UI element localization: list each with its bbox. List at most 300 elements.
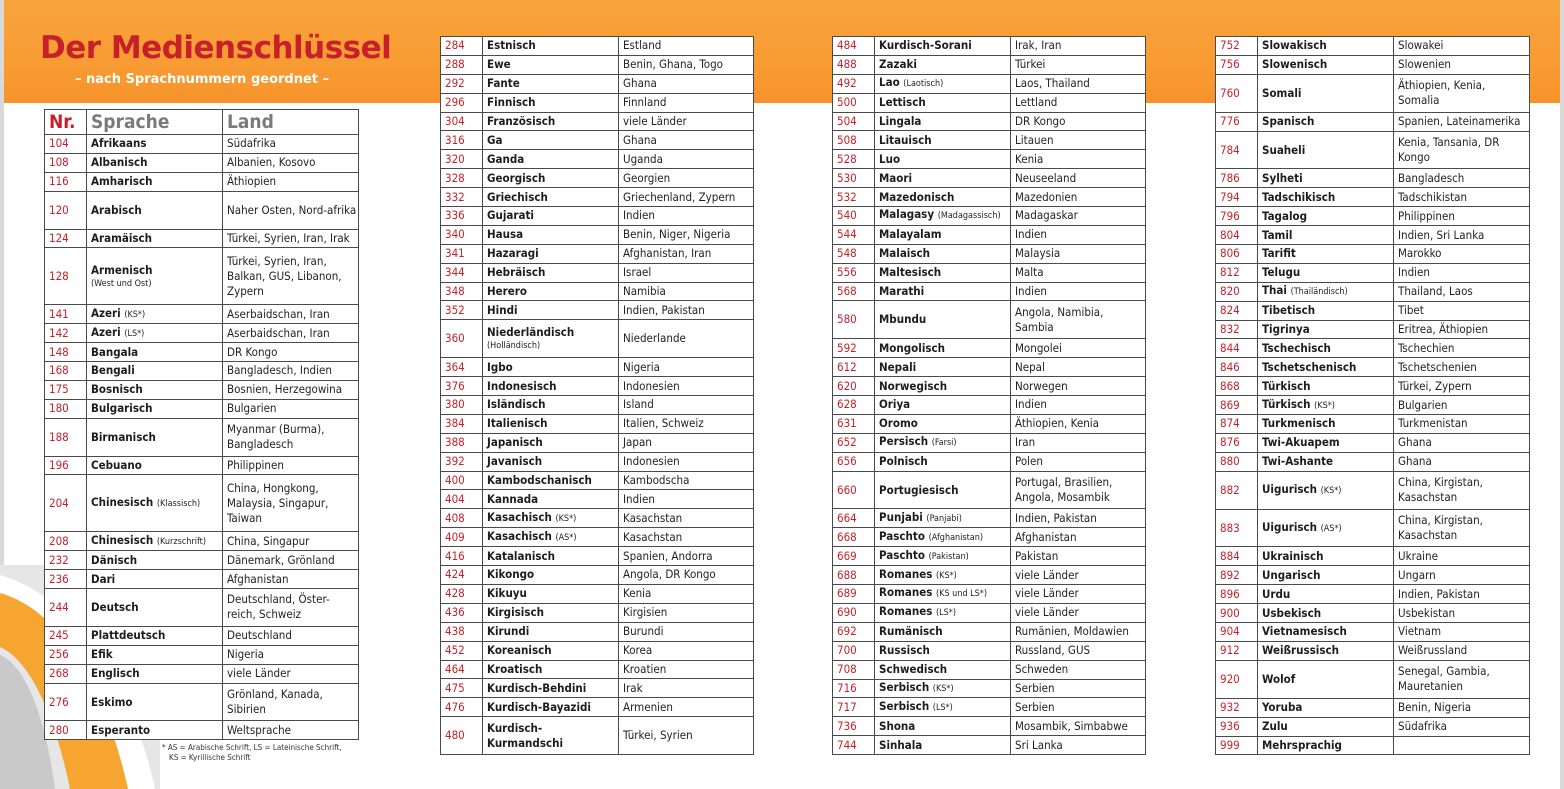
language-name-cell (483, 717, 619, 755)
table-row (833, 603, 1146, 622)
language-name-cell (87, 721, 223, 740)
language-name-cell (875, 547, 1011, 566)
language-number: 208 (45, 532, 87, 551)
country-cell: Albanien, Kosovo (223, 153, 359, 172)
table-row (441, 320, 754, 358)
country-cell: Aserbaidschan, Iran (223, 305, 359, 324)
language-name: Kurdisch-Behdini (487, 680, 587, 695)
table-row (441, 37, 754, 56)
language-name: Romanes (879, 585, 933, 600)
table-row (833, 736, 1146, 755)
country-cell: Ghana (619, 131, 754, 150)
language-name-cell (875, 358, 1011, 377)
country-cell: viele Länder (1011, 585, 1146, 604)
language-name-cell (483, 509, 619, 528)
language-number: 806 (1216, 245, 1258, 264)
country-cell: Turkmenistan (1394, 415, 1530, 434)
language-note: (Afghanistan) (928, 532, 984, 543)
country-cell: Slowenien (1394, 55, 1530, 74)
language-name-cell (875, 301, 1011, 339)
language-name: Cebuano (91, 458, 142, 473)
table-row (441, 112, 754, 131)
language-number: 708 (833, 660, 875, 679)
language-number: 436 (441, 603, 483, 622)
country-cell: Lettland (1011, 93, 1146, 112)
language-number: 500 (833, 93, 875, 112)
country-cell: Naher Osten, Nord-afrika (223, 191, 359, 229)
language-name: Französisch (487, 114, 556, 128)
country-cell: Indien, Sri Lanka (1394, 226, 1530, 245)
language-number: 409 (441, 528, 483, 547)
language-name: Koreanisch (487, 643, 552, 658)
country-cell: Ghana (1394, 433, 1530, 452)
language-name-cell (87, 589, 223, 627)
language-name: Plattdeutsch (91, 628, 166, 643)
language-table-4 (1215, 36, 1530, 755)
country-cell: Äthiopien, Kenia (1011, 414, 1146, 433)
language-number: 620 (833, 377, 875, 396)
country-cell: Japan (619, 433, 754, 452)
language-name: Vietnamesisch (1262, 624, 1347, 639)
language-name-cell (483, 471, 619, 490)
table-row (833, 225, 1146, 244)
country-cell: Afghanistan, Iran (619, 244, 754, 263)
language-number: 804 (1216, 226, 1258, 245)
language-name: Maori (879, 170, 913, 185)
language-number: 128 (45, 248, 87, 305)
language-number: 344 (441, 263, 483, 282)
language-name: Albanisch (91, 155, 148, 170)
language-name: Deutsch (91, 599, 139, 614)
language-number: 148 (45, 343, 87, 362)
table-row (441, 547, 754, 566)
table-row (45, 229, 359, 248)
language-number: 268 (45, 664, 87, 683)
language-name-cell (483, 244, 619, 263)
country-cell: Benin, Ghana, Togo (619, 55, 754, 74)
language-name: Paschto (879, 528, 925, 543)
language-note: (KS*) (124, 309, 146, 320)
language-name: Mehrsprachig (1262, 737, 1342, 752)
language-name: Malaisch (879, 246, 931, 261)
language-name: Suaheli (1262, 142, 1306, 157)
country-cell: Indien, Pakistan (1394, 585, 1530, 604)
table-row (1216, 131, 1530, 169)
table-row (45, 626, 359, 645)
language-name: Kroatisch (487, 661, 543, 676)
country-cell: Ghana (1394, 452, 1530, 471)
language-name-cell (483, 566, 619, 585)
language-number: 464 (441, 660, 483, 679)
country-cell: Serbien (1011, 698, 1146, 717)
language-name-cell (483, 433, 619, 452)
language-name-cell (875, 679, 1011, 698)
language-name: Uigurisch (1262, 519, 1318, 534)
table-row (1216, 698, 1530, 717)
country-cell: Pakistan (1011, 547, 1146, 566)
language-name-cell (1258, 74, 1394, 112)
table-row (441, 509, 754, 528)
language-number: 664 (833, 509, 875, 528)
language-name: Kasachisch (487, 528, 552, 543)
table-row (833, 169, 1146, 188)
language-number: 744 (833, 736, 875, 755)
language-name: Esperanto (91, 722, 151, 737)
language-number: 245 (45, 626, 87, 645)
language-name-cell (87, 532, 223, 551)
language-name-cell (483, 377, 619, 396)
language-note: (LS*) (124, 328, 145, 339)
country-cell: Indien (1011, 225, 1146, 244)
country-cell: Myanmar (Burma), Bangladesch (223, 418, 359, 456)
language-name: Armenisch (91, 262, 153, 277)
table-row (1216, 415, 1530, 434)
language-name: Norwegisch (879, 378, 948, 393)
language-name-cell (87, 248, 223, 305)
table-row (441, 93, 754, 112)
page-edge-right (1560, 0, 1564, 789)
language-number: 332 (441, 188, 483, 207)
language-name-cell (1258, 698, 1394, 717)
country-cell: DR Kongo (1011, 112, 1146, 131)
table-row (441, 188, 754, 207)
table-row (441, 471, 754, 490)
country-cell: Estland (619, 37, 754, 56)
country-cell: Niederlande (619, 320, 754, 358)
language-name-cell (1258, 301, 1394, 320)
table-row (45, 551, 359, 570)
country-cell: Benin, Nigeria (1394, 698, 1530, 717)
language-name-cell (875, 396, 1011, 415)
language-name-cell (1258, 471, 1394, 509)
table-row (1216, 509, 1530, 547)
language-name-cell (1258, 55, 1394, 74)
language-name-cell (1258, 282, 1394, 301)
language-note: (Panjabi) (926, 513, 962, 524)
language-name-cell (1258, 131, 1394, 169)
language-number: 656 (833, 452, 875, 471)
language-subnote: (Holländisch) (487, 341, 541, 352)
language-name: Indonesisch (487, 378, 557, 393)
table-row (1216, 74, 1530, 112)
language-name: Portugiesisch (879, 482, 959, 497)
country-cell: Türkei, Zypern (1394, 377, 1530, 396)
table-row (45, 532, 359, 551)
table-row (45, 721, 359, 740)
language-name-cell (483, 188, 619, 207)
language-name: Katalanisch (487, 548, 556, 563)
language-name-cell (875, 509, 1011, 528)
language-number: 284 (441, 37, 483, 56)
language-name-cell (875, 377, 1011, 396)
language-name-cell (875, 717, 1011, 736)
language-number: 104 (45, 135, 87, 154)
country-cell: Indien (619, 490, 754, 509)
country-cell: Äthiopien (223, 172, 359, 191)
language-note: (Madagassisch) (937, 211, 1001, 222)
table-row (833, 660, 1146, 679)
language-name: Estnisch (487, 38, 536, 53)
language-name: Mazedonisch (879, 189, 955, 204)
language-number: 876 (1216, 433, 1258, 452)
language-name-cell (875, 74, 1011, 93)
language-name: Hausa (487, 227, 524, 242)
language-number: 492 (833, 74, 875, 93)
language-name: Ungarisch (1262, 567, 1321, 582)
language-number: 120 (45, 191, 87, 229)
language-name: Lettisch (879, 95, 926, 110)
language-number: 592 (833, 339, 875, 358)
language-name: Nepali (879, 359, 917, 374)
table-row (441, 717, 754, 755)
country-cell: viele Länder (1011, 603, 1146, 622)
country-cell: Israel (619, 263, 754, 282)
language-subnote: (West und Ost) (91, 278, 152, 289)
language-name-cell (87, 191, 223, 229)
country-cell: Bangladesch (1394, 169, 1530, 188)
country-cell: Thailand, Laos (1394, 282, 1530, 301)
language-name-cell (875, 641, 1011, 660)
country-cell: Usbekistan (1394, 604, 1530, 623)
language-table-1 (44, 109, 359, 740)
language-table-3 (832, 36, 1146, 755)
language-number: 880 (1216, 452, 1258, 471)
language-number: 544 (833, 225, 875, 244)
country-cell: Armenien (619, 698, 754, 717)
table-row (833, 452, 1146, 471)
table-row (1216, 585, 1530, 604)
language-number: 752 (1216, 37, 1258, 56)
table-row (45, 399, 359, 418)
language-number: 844 (1216, 339, 1258, 358)
language-name: Marathi (879, 284, 925, 299)
country-cell: China, Kirgistan, Kasachstan (1394, 471, 1530, 509)
country-cell: Senegal, Gambia, Mauretanien (1394, 660, 1530, 698)
language-name: Oromo (879, 416, 918, 431)
table-row (45, 172, 359, 191)
language-name-cell (87, 475, 223, 532)
language-note: (Farsi) (931, 438, 957, 449)
country-cell: Uganda (619, 150, 754, 169)
language-number: 900 (1216, 604, 1258, 623)
language-name-cell (483, 490, 619, 509)
language-name-cell (1258, 604, 1394, 623)
language-name: Twi-Akuapem (1262, 435, 1340, 450)
language-name-cell (1258, 226, 1394, 245)
table-row (1216, 452, 1530, 471)
table-row (441, 282, 754, 301)
country-cell: Malta (1011, 263, 1146, 282)
language-name-cell (1258, 585, 1394, 604)
language-name: Maltesisch (879, 265, 942, 280)
language-name: Tadschikisch (1262, 189, 1336, 204)
country-cell: Bulgarien (223, 399, 359, 418)
language-number: 108 (45, 153, 87, 172)
language-number: 244 (45, 589, 87, 627)
table-row (1216, 301, 1530, 320)
language-name-cell (87, 172, 223, 191)
language-name-cell (875, 603, 1011, 622)
country-cell: Nigeria (619, 358, 754, 377)
language-number: 896 (1216, 585, 1258, 604)
language-name: Shona (879, 718, 916, 733)
language-name-cell (1258, 245, 1394, 264)
language-name: Kasachisch (487, 509, 552, 524)
language-name: Lao (879, 75, 900, 90)
language-name-cell (1258, 415, 1394, 434)
country-cell: Südafrika (223, 135, 359, 154)
language-name: Tamil (1262, 227, 1293, 242)
table-row (833, 641, 1146, 660)
language-name-cell (1258, 112, 1394, 131)
country-cell: Türkei, Syrien (619, 717, 754, 755)
country-cell: Bangladesch, Indien (223, 362, 359, 381)
country-cell: Irak, Iran (1011, 37, 1146, 56)
country-cell: viele Länder (1011, 566, 1146, 585)
language-name: Fante (487, 76, 520, 91)
table-row (441, 566, 754, 585)
country-cell: Polen (1011, 452, 1146, 471)
language-name-cell (1258, 452, 1394, 471)
table-row (45, 248, 359, 305)
language-number: 364 (441, 358, 483, 377)
country-cell: Indien, Pakistan (619, 301, 754, 320)
language-number: 352 (441, 301, 483, 320)
language-name: Twi-Ashante (1262, 454, 1334, 469)
country-cell: Äthiopien, Kenia, Somalia (1394, 74, 1530, 112)
table-row (45, 475, 359, 532)
language-name-cell (875, 282, 1011, 301)
language-name: Aramäisch (91, 231, 153, 245)
language-number: 936 (1216, 717, 1258, 736)
language-note: (Laotisch) (903, 79, 944, 90)
language-number: 660 (833, 471, 875, 509)
country-cell: Kenia (619, 584, 754, 603)
language-name-cell (87, 135, 223, 154)
language-name: Japanisch (487, 435, 543, 450)
language-note: (Kurzschrift) (156, 536, 207, 547)
language-note: (Klassisch) (156, 498, 201, 509)
table-row (1216, 112, 1530, 131)
language-number: 883 (1216, 509, 1258, 547)
table-row (441, 131, 754, 150)
language-name-cell (483, 452, 619, 471)
country-cell: Namibia (619, 282, 754, 301)
language-name: Dari (91, 571, 116, 586)
country-cell: Kroatien (619, 660, 754, 679)
language-name: Thai (1262, 283, 1287, 298)
language-name-cell (483, 207, 619, 226)
table-row (45, 570, 359, 589)
language-number: 232 (45, 551, 87, 570)
table-row (1216, 226, 1530, 245)
language-number: 304 (441, 112, 483, 131)
table-row (441, 660, 754, 679)
language-name-cell (87, 626, 223, 645)
language-name-cell (875, 169, 1011, 188)
language-name-cell (483, 112, 619, 131)
language-name: Somali (1262, 85, 1302, 100)
country-cell: Madagaskar (1011, 207, 1146, 226)
language-name-cell (483, 547, 619, 566)
language-name-cell (483, 320, 619, 358)
country-cell: China, Kirgistan, Kasachstan (1394, 509, 1530, 547)
language-number: 530 (833, 169, 875, 188)
table-row (1216, 660, 1530, 698)
table-row (833, 433, 1146, 452)
language-name: Sinhala (879, 737, 923, 752)
language-number: 692 (833, 622, 875, 641)
table-row (1216, 320, 1530, 339)
language-number: 376 (441, 377, 483, 396)
language-name-cell (875, 263, 1011, 282)
header-nr: Nr. (45, 110, 87, 135)
language-name: Yoruba (1262, 700, 1303, 715)
language-name-cell (875, 452, 1011, 471)
language-name-cell (875, 55, 1011, 74)
language-number: 882 (1216, 471, 1258, 509)
table-row (441, 55, 754, 74)
language-name: Dänisch (91, 552, 138, 567)
language-number: 794 (1216, 188, 1258, 207)
language-name-cell (875, 736, 1011, 755)
language-number: 488 (833, 55, 875, 74)
language-number: 532 (833, 188, 875, 207)
language-number: 400 (441, 471, 483, 490)
language-name: Zazaki (879, 57, 917, 72)
country-cell: Kambodscha (619, 471, 754, 490)
country-cell: Grönland, Kanada, Sibirien (223, 683, 359, 721)
language-name: Uigurisch (1262, 481, 1318, 496)
table-row (441, 679, 754, 698)
country-cell: Indonesien (619, 377, 754, 396)
language-name-cell (875, 566, 1011, 585)
language-name-cell (87, 645, 223, 664)
language-number: 820 (1216, 282, 1258, 301)
language-name: Finnisch (487, 95, 536, 110)
country-cell: Spanien, Andorra (619, 547, 754, 566)
country-cell: Island (619, 396, 754, 415)
language-name: Bulgarisch (91, 401, 153, 416)
country-cell: Ukraine (1394, 547, 1530, 566)
language-number: 612 (833, 358, 875, 377)
language-name: Kurdisch-Sorani (879, 38, 972, 53)
table-row (833, 717, 1146, 736)
table-row (45, 664, 359, 683)
language-name: Paschto (879, 547, 925, 562)
table-row (1216, 566, 1530, 585)
language-name-cell (875, 528, 1011, 547)
language-name: Hindi (487, 302, 518, 317)
language-name-cell (1258, 509, 1394, 547)
table-row (833, 566, 1146, 585)
table-row (441, 377, 754, 396)
language-name-cell (1258, 377, 1394, 396)
language-name: Russisch (879, 643, 930, 658)
language-name-cell (875, 471, 1011, 509)
language-name: Tigrinya (1262, 322, 1310, 337)
country-cell: Kasachstan (619, 528, 754, 547)
country-cell: Mosambik, Simbabwe (1011, 717, 1146, 736)
language-name: Serbisch (879, 698, 930, 713)
language-name: Tschechisch (1262, 340, 1331, 355)
country-cell: Deutschland, Öster-reich, Schweiz (223, 589, 359, 627)
language-name-cell (87, 380, 223, 399)
language-name: Amharisch (91, 174, 153, 189)
language-name: Rumänisch (879, 624, 943, 639)
language-number: 141 (45, 305, 87, 324)
language-name-cell (875, 698, 1011, 717)
